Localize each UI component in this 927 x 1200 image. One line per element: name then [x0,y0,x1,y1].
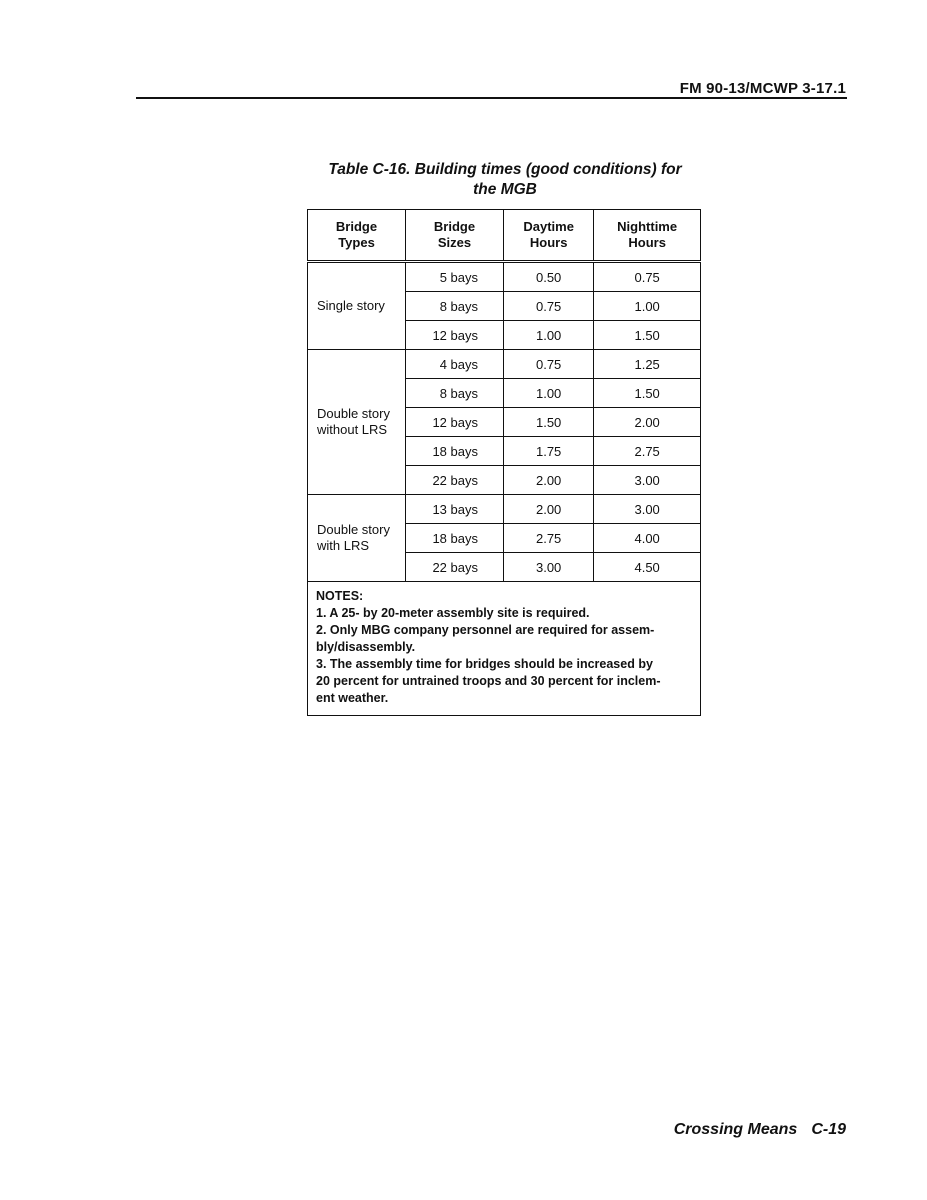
nighttime-cell: 1.50 [594,379,701,408]
nighttime-cell: 1.50 [594,321,701,350]
nighttime-cell: 2.75 [594,437,701,466]
table-row [308,262,701,292]
notes-row [308,582,701,716]
bridge-size-cell: 22 bays [406,466,504,495]
footer-page-number: C-19 [811,1121,846,1138]
header-rule [136,97,847,99]
note-line: bly/disassembly. [316,640,416,654]
daytime-cell: 2.75 [504,524,594,553]
table-row [308,495,701,524]
note-line: 20 percent for untrained troops and 30 percent for inclem- [316,674,661,688]
note-line: 1. A 25- by 20-meter assembly site is required. [316,606,590,620]
column-header-bridge-sizes: Bridge Sizes [406,210,504,262]
daytime-cell: 0.75 [504,350,594,379]
nighttime-cell: 1.00 [594,292,701,321]
footer-section-title: Crossing Means [673,1121,798,1138]
bridge-size-cell: 22 bays [406,553,504,582]
notes-cell [308,582,701,716]
column-header-daytime-hours: Daytime Hours [504,210,594,262]
column-header-bridge-types: Bridge Types [308,210,406,262]
nighttime-cell: 2.00 [594,408,701,437]
nighttime-cell: 3.00 [594,495,701,524]
nighttime-cell: 3.00 [594,466,701,495]
bridge-type-cell: Double story with LRS [308,495,406,582]
nighttime-cell: 4.50 [594,553,701,582]
bridge-type-cell: Double story without LRS [308,350,406,495]
table-row [308,350,701,379]
bridge-type-cell: Single story [308,262,406,350]
bridge-size-cell: 12 bays [406,408,504,437]
nighttime-cell: 0.75 [594,262,701,292]
bridge-size-cell: 8 bays [406,292,504,321]
table-caption [300,160,710,200]
daytime-cell: 0.50 [504,262,594,292]
daytime-cell: 0.75 [504,292,594,321]
header-row [308,210,701,262]
bridge-size-cell: 4 bays [406,350,504,379]
bridge-size-cell: 13 bays [406,495,504,524]
daytime-cell: 1.75 [504,437,594,466]
daytime-cell: 1.00 [504,321,594,350]
daytime-cell: 1.50 [504,408,594,437]
bridge-size-cell: 5 bays [406,262,504,292]
bridge-size-cell: 8 bays [406,379,504,408]
notes-title: NOTES: [316,589,364,603]
bridge-size-cell: 12 bays [406,321,504,350]
daytime-cell: 1.00 [504,379,594,408]
note-line: 2. Only MBG company personnel are required for assem- [316,623,655,637]
daytime-cell: 2.00 [504,466,594,495]
bridge-size-cell: 18 bays [406,437,504,466]
note-line: 3. The assembly time for bridges should be increased by [316,657,653,671]
note-line: ent weather. [316,691,389,705]
building-times-table [307,209,701,716]
nighttime-cell: 4.00 [594,524,701,553]
nighttime-cell: 1.25 [594,350,701,379]
daytime-cell: 2.00 [504,495,594,524]
bridge-size-cell: 18 bays [406,524,504,553]
page-footer [674,1121,846,1139]
column-header-nighttime-hours: Nighttime Hours [594,210,701,262]
table-caption-line: Table C-16. Building times (good conditions) for [328,161,682,178]
daytime-cell: 3.00 [504,553,594,582]
document-code: FM 90-13/MCWP 3-17.1 [679,80,846,97]
table-caption-line: the MGB [473,181,537,198]
